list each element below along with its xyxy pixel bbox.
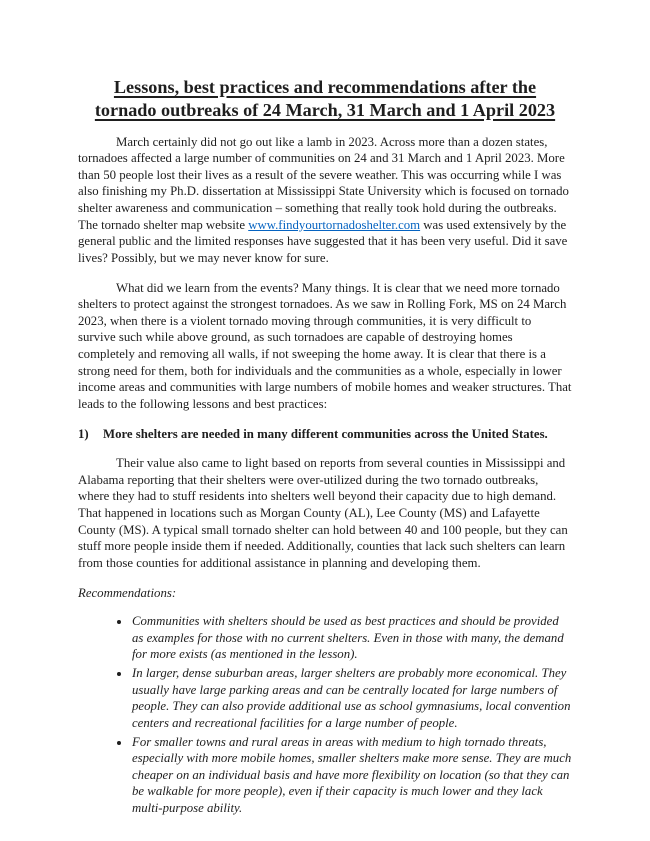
lesson-1-heading [78,426,572,443]
recommendation-item-2: • In larger, dense suburban areas, larger shelters are probably more economical. They usually have large parking areas and can be centrally located for large numbers of people. They can also provide additional use as school gymnasiums, local convention centers and recreational facilities for a large number of people. [131,665,572,732]
lesson-1-body: Their value also came to light based on reports from several counties in Mississippi and Alabama reporting that their shelters were over-utilized during the two tornado outbreaks, where they had to stuff residents into shelters well beyond their capacity due to high demand. That happened in locations such as Morgan County (AL), Lee County (MS) and Lafayette County (MS). A typical small tornado shelter can hold between 40 and 100 people, but they can stuff more people inside them if needed. Additionally, counties that lack such shelters can learn from those counties for additional assistance in planning and developing them. [78,456,568,570]
recommendations-label: Recommendations: [78,585,177,600]
recommendations-list [78,613,572,817]
tornado-shelter-map-link[interactable]: www.findyourtornadoshelter.com [248,217,421,232]
document-title-line-1: Lessons, best practices and recommendations after the [113,77,537,97]
paragraph-lessons-learned: What did we learn from the events? Many things. It is clear that we need more tornado shelters to protect against the strongest tornadoes. As we saw in Rolling Fork, MS on 24 March 2023, when there is a violent tornado moving through communities, it is very difficult to survive such while above ground, as such tornadoes are capable of destroying homes completely and removing all walls, if not sweeping the home away. It is clear that there is a strong need for them, both for individuals and the communities as a whole, especially in lower income areas and communities with large numbers of mobile homes and weaker structures. That leads to the following lessons and best practices: [78,280,572,411]
lesson-1-heading-text: More shelters are needed in many different communities across the United States. [103,426,548,441]
document-title [78,76,572,123]
paragraph-intro [78,134,572,267]
lesson-1-number: 1) [78,426,89,441]
recommendation-item-1: • Communities with shelters should be used as best practices and should be provided as examples for those with no current shelters. Even in those with many, the demand for more exists (as mentioned in the lesson). [131,613,572,663]
intro-text-before-link: March certainly did not go out like a lamb in 2023. Across more than a dozen states, tornadoes affected a large number of communities on 24 and 31 March and 1 April 2023. More than 50 people lost their lives as a result of the severe weather. This was occurring while I was also finishing my Ph.D. dissertation at Mississippi State University which is focused on tornado shelter awareness and communication – something that really took hold during the outbreaks. The tornado shelter map website [78,134,569,232]
document-title-line-2: tornado outbreaks of 24 March, 31 March and 1 April 2023 [94,100,556,121]
recommendation-item-3: • For smaller towns and rural areas in areas with medium to high tornado threats, especially with more mobile homes, smaller shelters make more sense. They are much cheaper on an individual basis and have more flexibility on location (so that they can be walkable for more people), even if their capacity is much lower and they lack multi-purpose ability. [131,734,572,817]
intro-text-after-link: was used extensively by the general public and the limited responses have suggested that it has been very useful. Did it save lives? Possibly, but we may never know for sure. [78,217,568,265]
